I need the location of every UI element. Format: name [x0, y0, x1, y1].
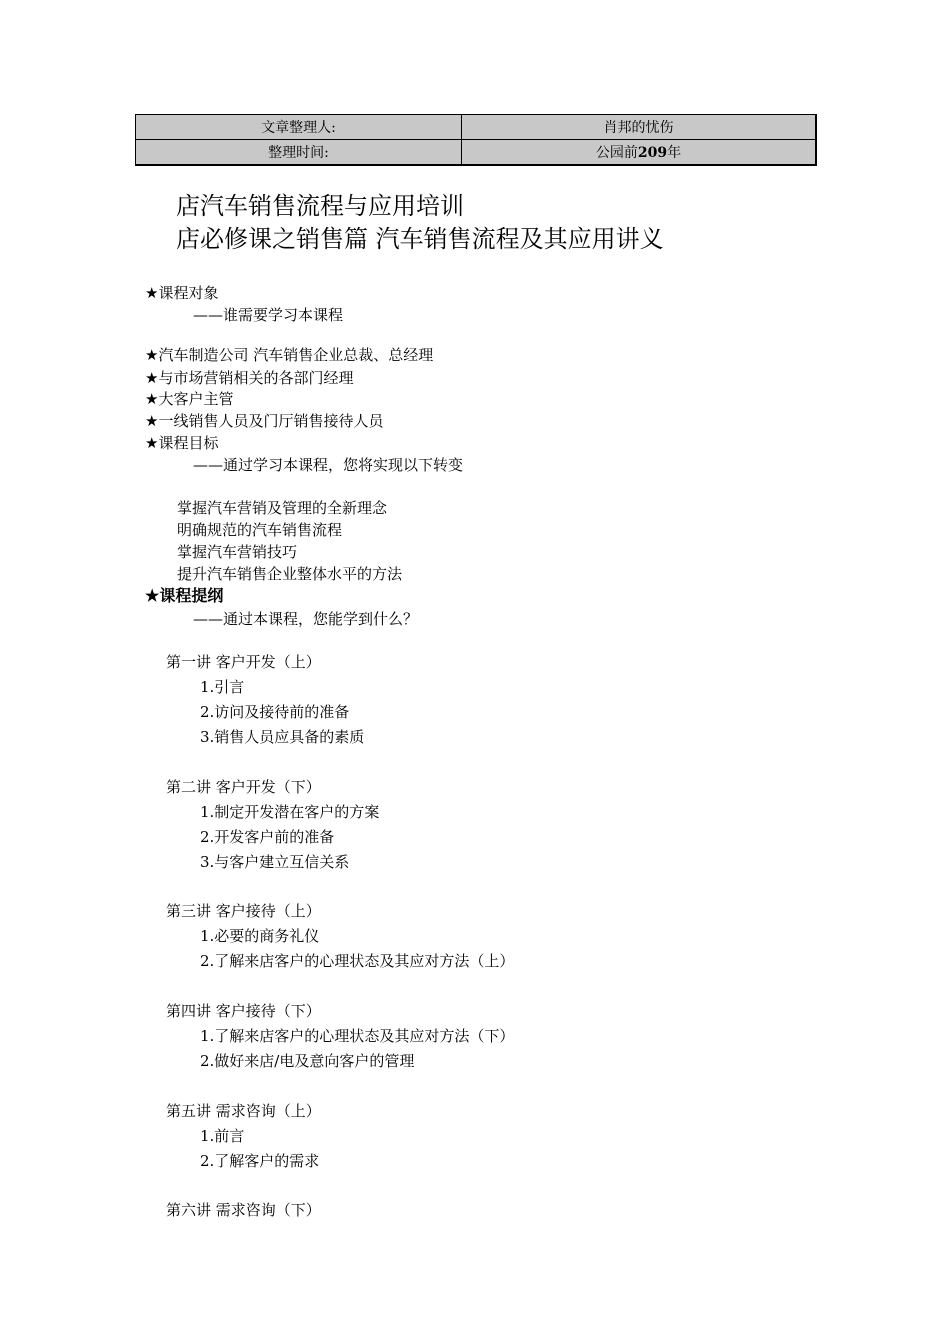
lecture-item [200, 676, 244, 697]
goal-item [177, 519, 342, 540]
lecture-item [200, 1150, 319, 1171]
star-bullet-icon: ★ [145, 390, 159, 408]
audience-item-text: 一线销售人员及门厅销售接待人员 [158, 412, 384, 430]
page-subtitle: 店必修课之销售篇 汽车销售流程及其应用讲义 [176, 225, 664, 253]
meta-row-date [136, 140, 817, 166]
meta-value-date-prefix: 公园前 [595, 145, 638, 161]
lecture-item-text: 2.了解客户的需求 [200, 1152, 320, 1170]
meta-value-organizer: 肖邦的忧伤 [462, 115, 817, 140]
lecture-item [200, 801, 379, 822]
lecture-item-text: 2.访问及接待前的准备 [200, 703, 350, 721]
goal-item-text: 掌握汽车营销技巧 [177, 543, 298, 561]
meta-value-date-suffix: 年 [667, 145, 682, 161]
lecture-item-text: 3.与客户建立互信关系 [200, 853, 350, 871]
audience-heading [145, 282, 218, 303]
star-bullet-icon: ★ [145, 434, 159, 452]
lecture-item-text: 1.了解来店客户的心理状态及其应对方法（下） [200, 1027, 515, 1045]
star-bullet-icon: ★ [145, 284, 159, 302]
lecture-title [166, 1199, 321, 1220]
goals-subheading-text: ——通过学习本课程，您将实现以下转变 [193, 456, 464, 474]
lecture-item-text: 1.前言 [200, 1127, 245, 1145]
audience-subheading [193, 304, 343, 325]
lecture-title [166, 651, 321, 672]
lecture-item [200, 925, 319, 946]
meta-value-date-number: 209 [637, 145, 668, 161]
lecture-title-text: 第一讲 客户开发（上） [166, 653, 321, 671]
goal-item [177, 497, 387, 518]
star-bullet-icon: ★ [145, 369, 159, 387]
meta-row-organizer [136, 115, 817, 140]
lecture-item-text: 2.了解来店客户的心理状态及其应对方法（上） [200, 952, 515, 970]
audience-heading-text: 课程对象 [158, 284, 219, 302]
lecture-title-text: 第五讲 需求咨询（上） [166, 1102, 321, 1120]
outline-subheading-text: ——通过本课程，您能学到什么？ [193, 610, 419, 628]
lecture-item-text: 1.必要的商务礼仪 [200, 927, 320, 945]
meta-value-date [462, 140, 817, 166]
goals-heading-text: 课程目标 [158, 434, 219, 452]
audience-item-text: 与市场营销相关的各部门经理 [158, 369, 354, 387]
goals-subheading [193, 454, 463, 475]
goal-item-text: 提升汽车销售企业整体水平的方法 [177, 565, 403, 583]
meta-label-organizer: 文章整理人: [136, 115, 462, 140]
lecture-item [200, 950, 514, 971]
goal-item-text: 明确规范的汽车销售流程 [177, 521, 343, 539]
lecture-item-text: 2.做好来店/电及意向客户的管理 [200, 1052, 415, 1070]
lecture-item [200, 1125, 244, 1146]
lecture-item-text: 1.引言 [200, 678, 245, 696]
document-meta-table [135, 114, 817, 166]
lecture-title-text: 第三讲 客户接待（上） [166, 902, 321, 920]
lecture-title [166, 1100, 321, 1121]
lecture-item [200, 851, 349, 872]
audience-item [145, 344, 433, 365]
lecture-item [200, 701, 349, 722]
lecture-title [166, 900, 321, 921]
lecture-item-text: 2.开发客户前的准备 [200, 828, 335, 846]
lecture-title-text: 第六讲 需求咨询（下） [166, 1201, 321, 1219]
audience-item [145, 367, 353, 388]
audience-subheading-text: ——谁需要学习本课程 [193, 306, 344, 324]
star-bullet-icon: ★ [145, 586, 160, 605]
lecture-item-text: 3.销售人员应具备的素质 [200, 728, 365, 746]
outline-subheading [193, 608, 418, 629]
star-bullet-icon: ★ [145, 346, 159, 364]
audience-item-text: 汽车制造公司 汽车销售企业总裁、总经理 [158, 346, 434, 364]
lecture-item [200, 1050, 414, 1071]
audience-item [145, 410, 383, 431]
lecture-title-text: 第二讲 客户开发（下） [166, 778, 321, 796]
audience-item-text: 大客户主管 [158, 390, 234, 408]
star-bullet-icon: ★ [145, 412, 159, 430]
lecture-title [166, 776, 321, 797]
lecture-item [200, 726, 364, 747]
goal-item [177, 563, 402, 584]
lecture-item [200, 1025, 514, 1046]
outline-heading [145, 583, 223, 606]
meta-label-date: 整理时间: [136, 140, 462, 166]
audience-item [145, 388, 233, 409]
lecture-item-text: 1.制定开发潜在客户的方案 [200, 803, 380, 821]
lecture-title [166, 1000, 321, 1021]
goals-heading [145, 432, 218, 453]
goal-item-text: 掌握汽车营销及管理的全新理念 [177, 499, 388, 517]
lecture-title-text: 第四讲 客户接待（下） [166, 1002, 321, 1020]
lecture-item [200, 826, 334, 847]
outline-heading-text: 课程提纲 [159, 586, 224, 605]
goal-item [177, 541, 297, 562]
page-title: 店汽车销售流程与应用培训 [176, 192, 464, 220]
